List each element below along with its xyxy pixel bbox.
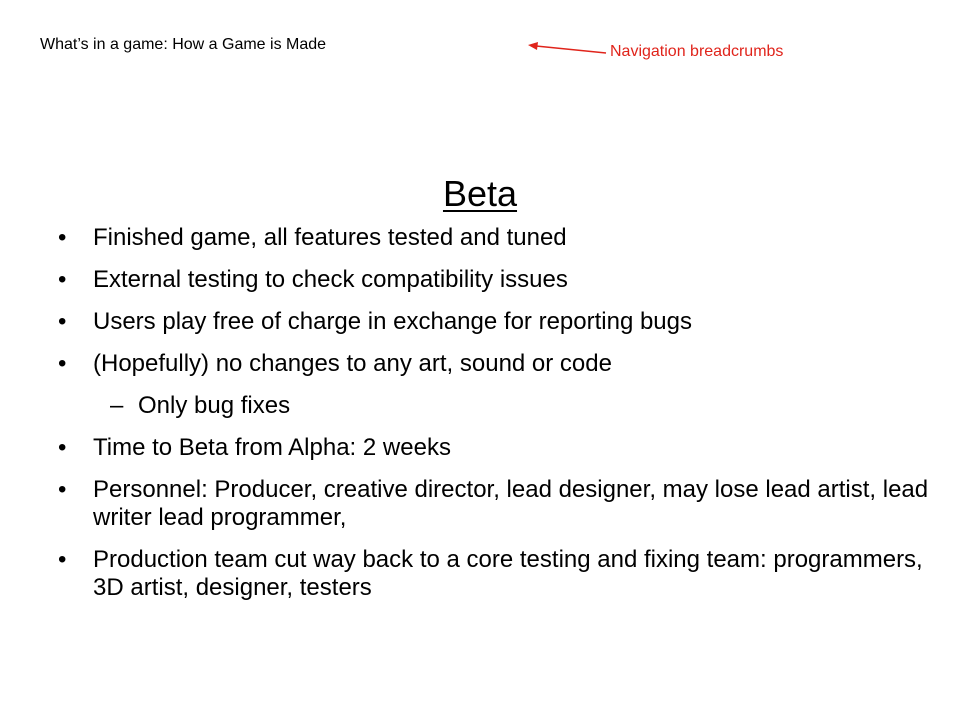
- bullet-item: [58, 266, 938, 294]
- bullet-marker: •: [58, 224, 67, 251]
- bullet-marker: •: [58, 546, 67, 573]
- bullet-text: Production team cut way back to a core testing and fixing team: programmers, 3D artist, designer, testers: [93, 546, 923, 601]
- sub-bullet-marker: –: [110, 392, 124, 419]
- bullet-text: External testing to check compatibility issues: [93, 266, 568, 293]
- bullet-marker: •: [58, 266, 67, 293]
- bullet-marker: •: [58, 476, 67, 503]
- bullet-marker: •: [58, 350, 67, 377]
- bullet-marker: •: [58, 308, 67, 335]
- bullet-text: Personnel: Producer, creative director, lead designer, may lose lead artist, lead writer lead programmer,: [93, 476, 929, 531]
- bullet-text: (Hopefully) no changes to any art, sound or code: [93, 350, 612, 377]
- bullet-item: [58, 434, 938, 462]
- bullet-item: [58, 308, 938, 336]
- arrow-left-icon: [526, 40, 608, 60]
- bullet-item: [58, 350, 938, 378]
- bullet-text: Finished game, all features tested and tuned: [93, 224, 567, 251]
- bullet-item: [58, 224, 938, 252]
- breadcrumb: What’s in a game: How a Game is Made: [40, 36, 327, 53]
- bullet-text: Time to Beta from Alpha: 2 weeks: [93, 434, 451, 461]
- bullet-item: [58, 546, 938, 602]
- annotation-label: Navigation breadcrumbs: [610, 43, 784, 60]
- bullet-item: [58, 476, 938, 532]
- slide-title: [0, 172, 960, 216]
- slide-title-text: Beta: [442, 173, 518, 214]
- bullet-marker: •: [58, 434, 67, 461]
- sub-bullet-text: Only bug fixes: [138, 392, 291, 419]
- sub-bullet-item: [58, 392, 938, 420]
- bullet-text: Users play free of charge in exchange for reporting bugs: [93, 308, 693, 335]
- bullet-list: [58, 224, 938, 616]
